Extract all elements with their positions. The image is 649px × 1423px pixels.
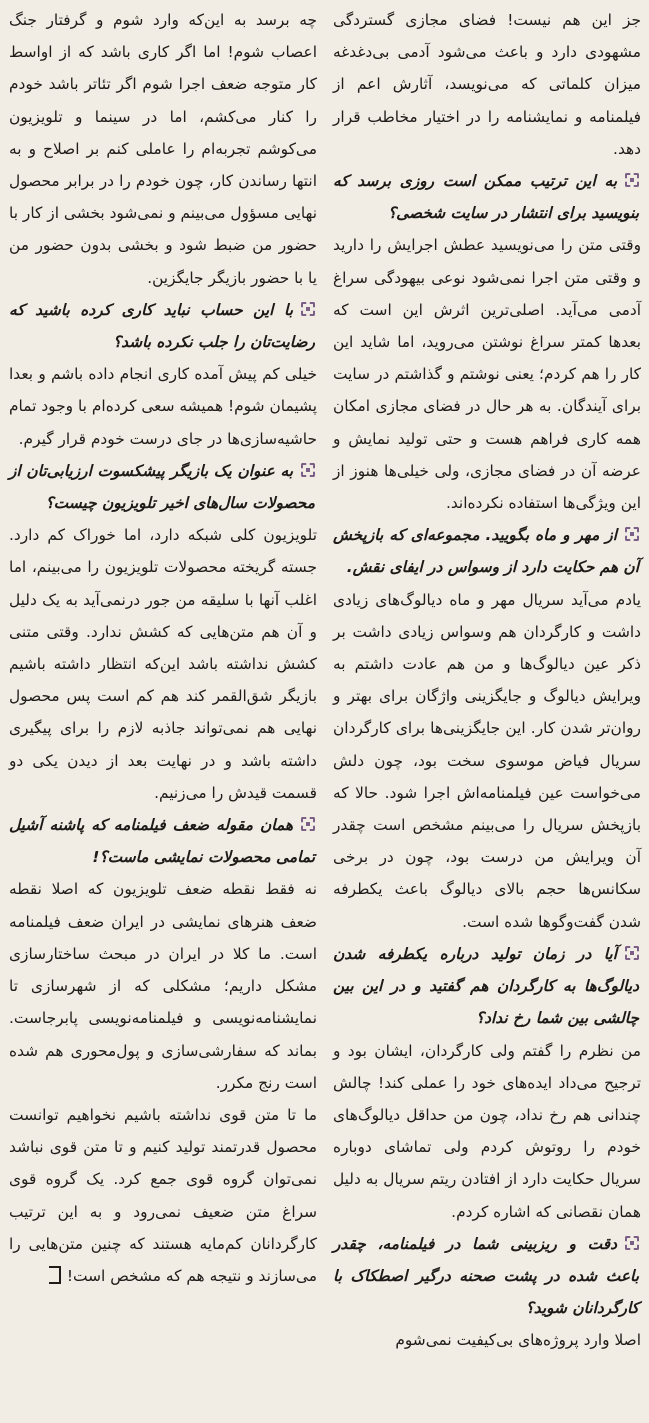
paragraph-text: ما تا متن قوی نداشته باشیم نخواهیم توانست محصول قدرتمند تولید کنیم و تا متن قوی نباشد نمی‌توان گروه قوی جمع کرد. یک گروه قوی سراغ متن ضعیف نمی‌رود و به این ترتیب کارگردانان کم‌مایه هستند که چنین متن‌هایی را می‌سازند و نتیجه هم که مشخص است! <box>9 1105 317 1285</box>
right-question-1 <box>333 165 641 229</box>
right-paragraph-0 <box>333 4 641 165</box>
paragraph-text: تلویزیون کلی شبکه دارد، اما خوراک کم دارد. جسته گریخته محصولات تلویزیون را می‌بینم، اما اغلب آنها با سلیقه من جور درنمی‌آید به یک دلیل و آن هم متن‌هایی که کشش ندارد. وقتی متنی کشش نداشته باشد این‌که انتظار داشته باشیم بازیگر شق‌القمر کند هم کم است پس محصول نهایی هم نمی‌تواند جاذبه لازم را برای پیگیری داشته باشد و در نهایت بعد از دیدن یکی دو قسمت قیدش را می‌زنیم. <box>9 526 317 802</box>
question-marker-icon <box>301 817 315 831</box>
paragraph-text: چه برسد به این‌که وارد شوم و گرفتار جنگ اعصاب شوم! اما اگر کاری باشد که از اواسط کار متوجه ضعف اجرا شوم اگر تئاتر باشد خودم را کنار می‌کشم، اما در سینما و تلویزیون می‌کوشم تجربه‌ام را عاملی کنم بر اصلاح و به انتها رساندن کار، چون خودم را در برابر محصول نهایی مسؤول می‌بینم و نمی‌شود بخشی از کار با حضور من ضبط شود و بخشی بدون حضور من یا با حضور بازیگر جایگزین. <box>9 11 317 287</box>
right-question-5 <box>333 938 641 1035</box>
article-end-mark-icon <box>49 1266 61 1284</box>
right-paragraph-4 <box>333 584 641 938</box>
question-marker-icon <box>301 463 315 477</box>
left-paragraph-6 <box>9 873 317 1098</box>
left-question-3 <box>9 455 317 519</box>
question-text: آیا در زمان تولید درباره یکطرفه شدن دیالوگ‌ها به کارگردان هم گفتید و در این بین چالشی بین شما رخ نداد؟ <box>333 944 639 1028</box>
left-column <box>9 4 317 1423</box>
right-paragraph-8 <box>333 1324 641 1356</box>
left-question-1 <box>9 294 317 358</box>
question-text: به عنوان یک بازیگر پیشکسوت ارزیابی‌تان از محصولات سال‌های اخیر تلویزیون چیست؟ <box>9 461 315 513</box>
right-paragraph-2 <box>333 229 641 519</box>
question-marker-icon <box>625 173 639 187</box>
question-marker-icon <box>301 302 315 316</box>
right-column <box>333 4 641 1423</box>
left-paragraph-2 <box>9 358 317 455</box>
right-question-3 <box>333 519 641 583</box>
left-paragraph-4 <box>9 519 317 809</box>
question-text: به این ترتیب ممکن است روزی برسد که بنویسید برای انتشار در سایت شخصی؟ <box>333 172 639 223</box>
question-marker-icon <box>625 946 639 960</box>
question-text: دقت و ریزبینی شما در فیلمنامه، چقدر باعث شده در پشت صحنه درگیر اصطکاک با کارگردانان شوید؟ <box>333 1234 639 1318</box>
right-question-7 <box>333 1228 641 1325</box>
left-question-5 <box>9 809 317 873</box>
paragraph-text: من نظرم را گفتم ولی کارگردان، ایشان بود و ترجیح می‌داد ایده‌های خود را عملی کند! چالش چندانی هم رخ نداد، چون من حداقل دیالوگ‌های خودم را روتوش کردم ولی تماشای دوباره سریال حکایت دارد از افتادن ریتم سریال به دلیل همان نقصانی که اشاره کردم. <box>333 1041 641 1221</box>
paragraph-text: اصلا وارد پروژه‌های بی‌کیفیت نمی‌شوم <box>395 1331 641 1350</box>
question-text: با این حساب نباید کاری کرده باشید که رضایت‌تان را جلب نکرده باشد؟ <box>9 300 315 352</box>
paragraph-text: خیلی کم پیش آمده کاری انجام داده باشم و بعدا پشیمان شوم! همیشه سعی کرده‌ام با وجود تمام حاشیه‌سازی‌ها در جای درست خودم قرار گیرم. <box>9 365 317 448</box>
question-marker-icon <box>625 527 639 541</box>
right-paragraph-6 <box>333 1035 641 1228</box>
question-text: همان مقوله ضعف فیلمنامه که پاشنه آشیل تمامی محصولات نمایشی ماست؟! <box>9 816 315 867</box>
question-text: از مهر و ماه بگویید. مجموعه‌ای که بازپخش آن هم حکایت دارد از وسواس در ایفای نقش. <box>333 526 639 577</box>
paragraph-text: نه فقط نقطه ضعف تلویزیون که اصلا نقطه ضعف هنرهای نمایشی در ایران ضعف فیلمنامه است. ما کلا در ایران در مبحث ساختارسازی مشکل داریم؛ مشکلی که از شهرسازی تا نمایشنامه‌نویسی و فیلمنامه‌نویسی پابرجاست. بماند که سفارشی‌سازی و پول‌محوری هم شده است رنج مکرر. <box>9 880 317 1092</box>
paragraph-text: وقتی متن را می‌نویسید عطش اجرایش را دارید و وقتی متن اجرا نمی‌شود نوعی بیهودگی سراغ آدمی می‌آید. اصلی‌ترین اثرش این است که بعدها کمتر سراغ نوشتن می‌روید، اما شاید این کار را هم کردم؛ یعنی نوشتم و گذاشتم در سایت برای آیندگان. به هر حال در فضای مجازی امکان همه کاری فراهم هست و حتی تولید نمایش و عرضه آن در فضای مجازی، ولی خیلی‌ها هنوز از این ویژگی‌ها استفاده نکرده‌اند. <box>333 236 641 513</box>
left-paragraph-7 <box>9 1099 317 1292</box>
left-paragraph-0 <box>9 4 317 294</box>
paragraph-text: جز این هم نیست! فضای مجازی گستردگی مشهودی دارد و باعث می‌شود آدمی بی‌دغدغه میزان کلماتی که می‌نویسد، آثارش اعم از فیلمنامه و نمایشنامه را در اختیار مخاطب قرار دهد. <box>333 11 641 158</box>
paragraph-text: یادم می‌آید سریال مهر و ماه دیالوگ‌های زیادی داشت و کارگردان هم وسواس زیادی داشت بر ذکر عین دیالوگ‌ها و من هم عادت داشتم به ویرایش دیالوگ و جایگزینی واژگان برای بهتر و روان‌تر شدن کار. این جایگزینی‌ها برای کارگردان سریال فیاض موسوی سخت بود، چون دلش می‌خواست عین فیلمنامه‌اش اجرا شود. حالا که بازپخش سریال را می‌بینم مشخص است چقدر آن ویرایش من درست بود، چون در برخی سکانس‌ها حجم بالای دیالوگ باعث یکطرفه شدن گفت‌وگوها شده است. <box>333 590 641 931</box>
question-marker-icon <box>625 1236 639 1250</box>
